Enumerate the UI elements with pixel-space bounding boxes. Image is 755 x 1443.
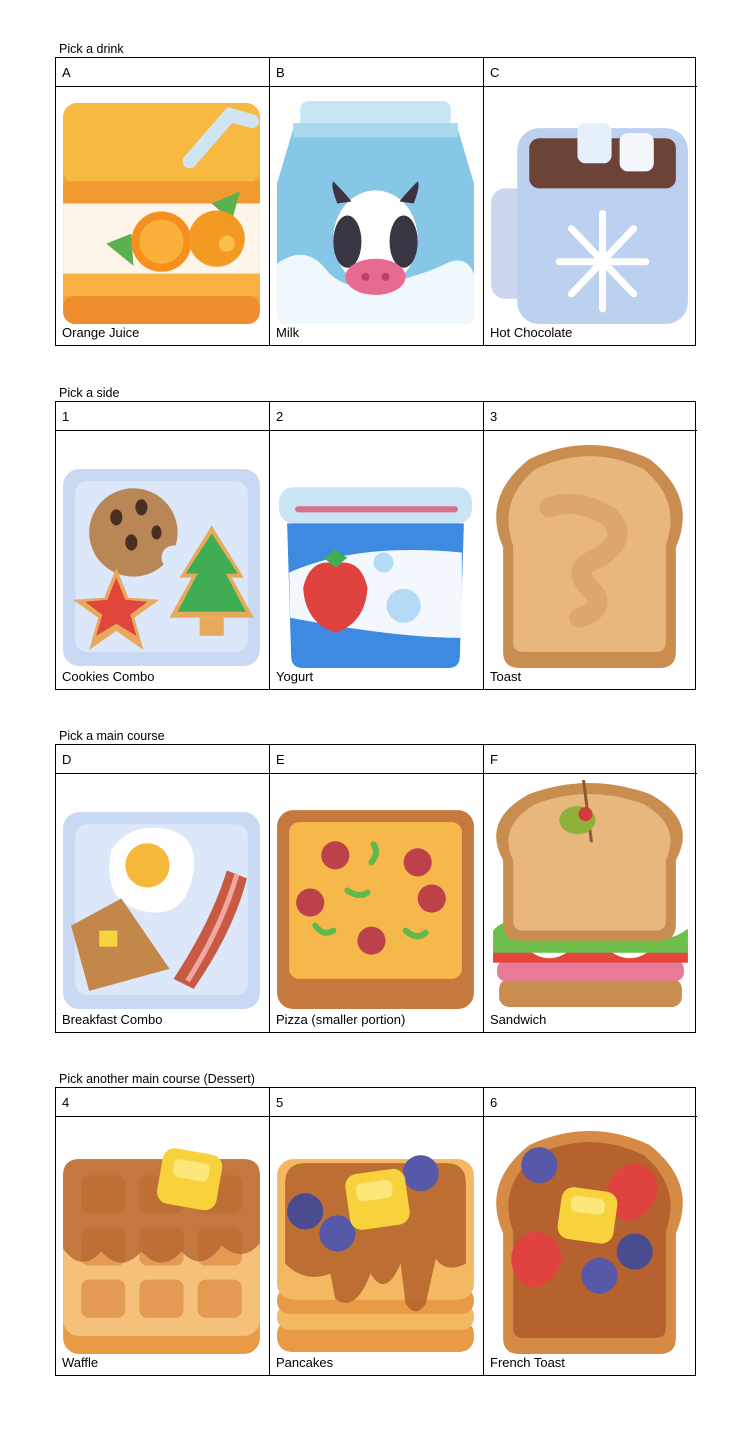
option-table — [55, 57, 696, 346]
option-name: Orange Juice — [62, 325, 140, 340]
option-letter: 6 — [484, 1088, 697, 1117]
breakfast-plate-icon — [61, 780, 262, 1011]
main-course-section — [55, 728, 696, 1033]
section-title: Pick another main course (Dessert) — [59, 1072, 255, 1086]
option-cell-e[interactable] — [269, 745, 483, 1032]
option-letter: A — [56, 58, 269, 87]
option-table — [55, 401, 696, 690]
yogurt-cup-icon — [275, 437, 476, 668]
option-letter: 3 — [484, 402, 697, 431]
option-name: Toast — [490, 669, 522, 684]
hot-chocolate-mug-icon — [489, 93, 690, 324]
option-letter: D — [56, 745, 269, 774]
pizza-slice-icon — [275, 780, 476, 1011]
option-name: Hot Chocolate — [490, 325, 573, 340]
waffle-icon — [61, 1123, 262, 1354]
option-letter: 2 — [270, 402, 483, 431]
option-cell-6[interactable] — [483, 1088, 697, 1375]
option-cell-d[interactable] — [56, 745, 269, 1032]
cookies-plate-icon — [61, 437, 262, 668]
option-name: Waffle — [62, 1355, 99, 1370]
section-title: Pick a main course — [59, 729, 165, 743]
option-cell-4[interactable] — [56, 1088, 269, 1375]
option-cell-f[interactable] — [483, 745, 697, 1032]
option-name: Milk — [276, 325, 300, 340]
option-cell-3[interactable] — [483, 402, 697, 689]
sandwich-icon — [489, 780, 690, 1011]
option-name: Yogurt — [276, 669, 314, 684]
drink-section — [55, 41, 696, 346]
dessert-section — [55, 1071, 696, 1376]
option-letter: C — [484, 58, 697, 87]
option-letter: B — [270, 58, 483, 87]
option-cell-a[interactable] — [56, 58, 269, 345]
french-toast-icon — [489, 1123, 690, 1354]
option-cell-1[interactable] — [56, 402, 269, 689]
section-title: Pick a side — [59, 386, 120, 400]
option-table — [55, 744, 696, 1033]
pancakes-icon — [275, 1123, 476, 1354]
option-name: Pizza (smaller portion) — [276, 1012, 406, 1027]
option-letter: F — [484, 745, 697, 774]
option-name: Cookies Combo — [62, 669, 155, 684]
option-name: Pancakes — [276, 1355, 334, 1370]
side-section — [55, 385, 696, 690]
option-cell-c[interactable] — [483, 58, 697, 345]
orange-juice-carton-icon — [61, 93, 262, 324]
milk-carton-icon — [275, 93, 476, 324]
option-letter: E — [270, 745, 483, 774]
section-title: Pick a drink — [59, 42, 124, 56]
option-letter: 4 — [56, 1088, 269, 1117]
option-letter: 5 — [270, 1088, 483, 1117]
option-name: Sandwich — [490, 1012, 547, 1027]
option-name: French Toast — [490, 1355, 565, 1370]
option-name: Breakfast Combo — [62, 1012, 163, 1027]
option-letter: 1 — [56, 402, 269, 431]
option-cell-2[interactable] — [269, 402, 483, 689]
option-cell-b[interactable] — [269, 58, 483, 345]
toast-slice-icon — [489, 437, 690, 668]
option-cell-5[interactable] — [269, 1088, 483, 1375]
option-table — [55, 1087, 696, 1376]
